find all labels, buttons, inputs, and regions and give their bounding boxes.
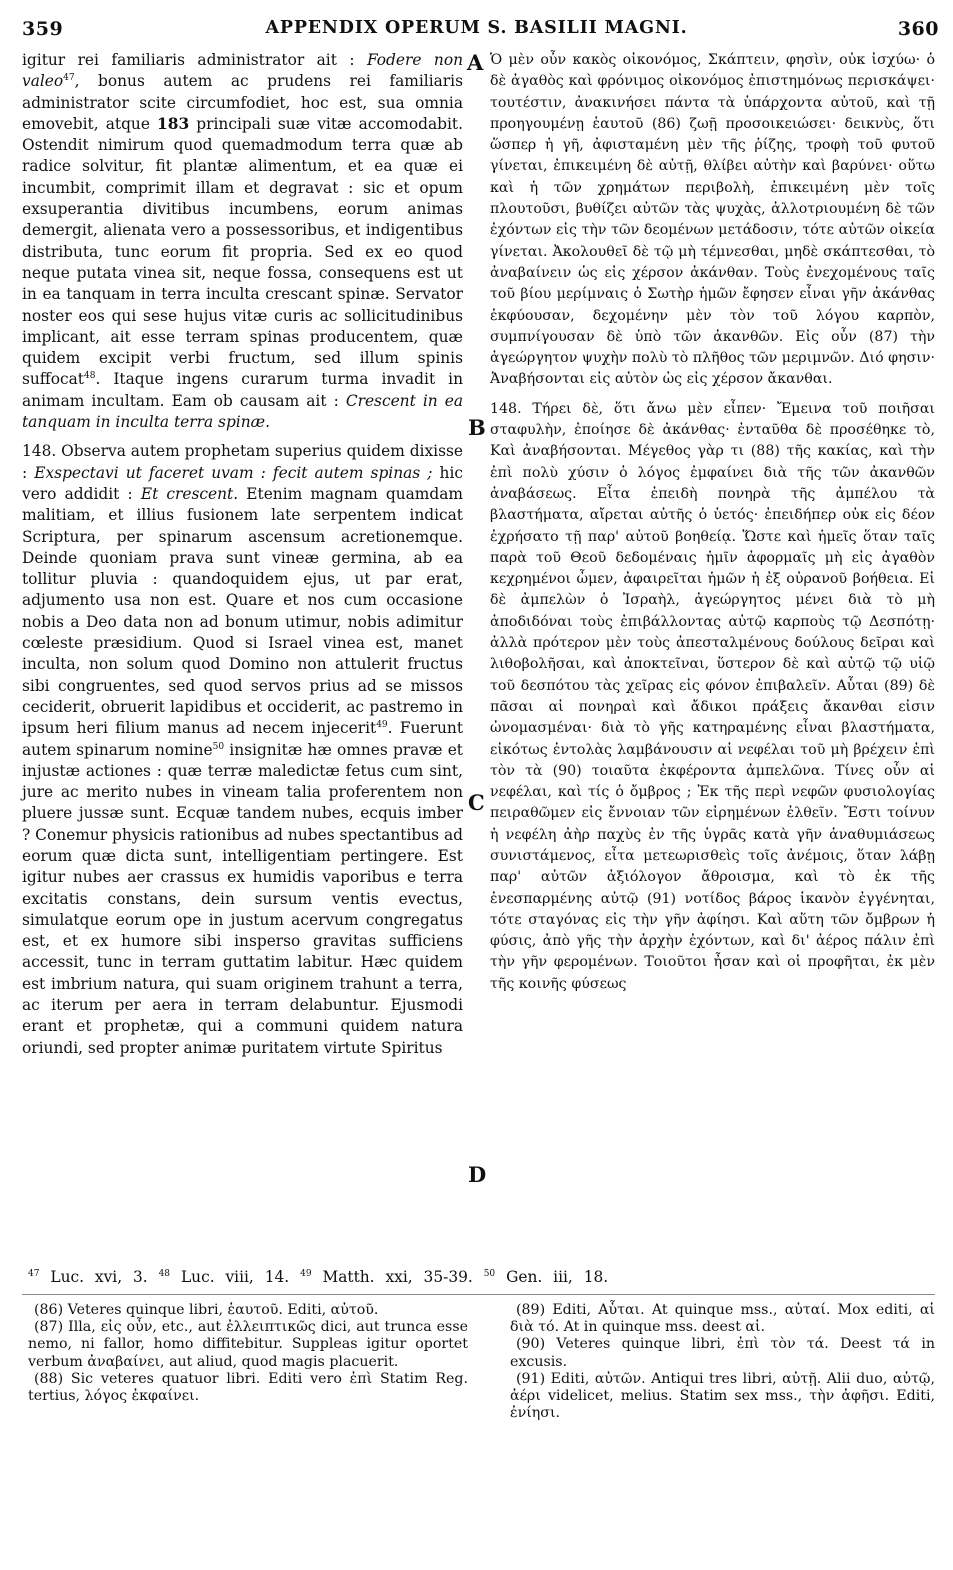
margin-letter-b: B bbox=[468, 415, 486, 440]
scripture-reference bbox=[28, 1268, 148, 1286]
scripture-reference bbox=[300, 1268, 473, 1286]
footnote-divider bbox=[22, 1294, 935, 1295]
note-number: (88) bbox=[34, 1370, 64, 1387]
latin-paragraph-148 bbox=[22, 441, 463, 1059]
greek-paragraph-1: Ὁ μὲν οὖν κακὸς οἰκονόμος, Σκάπτειν, φησὶν, οὐκ ἰσχύω· ὁ δὲ ἀγαθὸς καὶ φρόνιμος οἰκονόμος ἐπιστημόνως περισκάψει· τουτέστιν, ἀνακινήσει πάντα τὰ ὑπάρχοντα αὐτοῦ, καὶ τῇ προηγουμένῃ ἑαυτοῦ (86) ζωῇ προσοικειώσει· δεικνὺς, ὅτι ὥσπερ ἡ γῆ, ἀφισταμένη μὲν τῆς ῥίζης, τροφὴ τοῦ φυτοῦ γίνεται, ἐπικειμένη δὲ αὐτῇ, θλίβει αὐτὴν καὶ βαρύνει· οὕτω καὶ ἡ τῶν χρημάτων περιβολὴ, ἐπικειμένη μὲν τοῖς πλουτοῦσι, βυθίζει αὐτῶν τὰς ψυχὰς, ἀλλοτριουμένη δὲ τῶν ἐχόντων εἰς τὴν τῶν δεομένων μετάδοσιν, τότε αὐτῶν οἰκεία γίνεται. Ἀκολουθεῖ δὲ τῷ μὴ τέμνεσθαι, μηδὲ σκάπτεσθαι, τὸ ἀναβαίνειν ὡς εἰς χέρσον ἀκάνθαν. Τοὺς ἐνεχομένους ταῖς τοῦ βίου μερίμναις ὁ Σωτὴρ ἡμῶν ἔφησεν εἶναι γῆν ἀκάνθας ἐκφύουσαν, δεχομένην μὲν τὸν τοῦ λόγου καρπὸν, συμπνίγουσαν δὲ ὑπὸ τῶν ἀκανθῶν. Εἰς οὖν (87) τὴν ἀγεώργητον ψυχὴν πολὺ τὸ πλῆθος τῶν μεριμνῶν. Διό φησιν· Ἀναβήσονται εἰς αὐτὸν ὡς εἰς χέρσον ἄκανθαι. bbox=[490, 52, 935, 388]
reference-text: Luc. viii, 14. bbox=[180, 1268, 290, 1286]
reference-text: Gen. iii, 18. bbox=[506, 1268, 609, 1286]
margin-letter-d: D bbox=[468, 1162, 487, 1187]
critical-note bbox=[28, 1319, 468, 1371]
reference-number: 49 bbox=[300, 1268, 312, 1279]
latin-text: insignitæ hæ omnes pravæ et injustæ actiones : quæ terræ maledictæ fetus cum sint, jure ac merito nubes in vineam talia proferentem non pluere jussæ sunt. Ecquæ tandem nubes, ecquis imber ? Conemur physicis rationibus ad nubes spectantibus ad eorum quæ dicta sunt, intelligentiam pertingere. Est igitur nubes aer crassus ex humidis vaporibus e terra excitatis constans, dein sursum ventis evectus, simulatque eorum ope in justum acervum congregatus est, et ex humore sibi insperso gravitas sufficiens accessit, tunc in terram guttatim labitur. Hæc quidem est imbrium natura, qui suam originem trahunt a terra, ac iterum per aera in terram delabuntur. Ejusmodi erant et prophetæ, qui a communi quidem natura oriundi, sed propter animæ puritatem virtute Spiritus bbox=[22, 740, 463, 1057]
latin-quote: Fodere non valeo bbox=[22, 51, 463, 91]
latin-text: , bonus autem ac prudens rei familiaris administrator scite circumfodiet, hoc est, sua omnia emovebit, atque bbox=[22, 72, 463, 133]
reference-text: Matth. xxi, 35-39. bbox=[322, 1268, 473, 1286]
note-number: (86) bbox=[34, 1302, 64, 1318]
column-number: 183 bbox=[157, 114, 190, 133]
note-text: Illa, εἰς οὖν, etc., aut ἐλλειπτικῶς dici, aut trunca esse nemo, ni fallor, homo diffitebitur. Suppleas igitur oportet verbum ἀναβαίνει, aut aliud, quod magis placuerit. bbox=[28, 1319, 468, 1370]
critical-note bbox=[28, 1302, 468, 1319]
note-number: (87) bbox=[34, 1319, 64, 1336]
reference-text: Luc. xvi, 3. bbox=[50, 1268, 148, 1286]
critical-note bbox=[510, 1336, 935, 1370]
footnote-ref-48: 48 bbox=[84, 371, 96, 382]
footnote-ref-47: 47 bbox=[63, 73, 75, 84]
scripture-reference bbox=[484, 1268, 609, 1286]
note-text: Veteres quinque libri, ἐπὶ τὸν τά. Deest τά in excusis. bbox=[510, 1336, 935, 1370]
latin-text: Etenim magnam quamdam malitiam, et illius fusionem late serpentem indicat Scriptura, per spinarum ascensum acretionemque. Deinde quoniam prava sunt vineæ germina, ab ea tollitur pluvia : quandoquidem ejus, ut par erat, adjumento usa non est. Quare et nos cum occasione nobis a Deo data non ad bonum utimur, nobis adimitur cœleste præsidium. Quod si Israel vinea est, manet inculta, non solum quod Domino non attulerit fructus sibi congruentes, sed quod servos prius ad se missos ceciderit, obruerit lapidibus et occiderit, ac pastremo in ipsum heri filium manus ad necem injecerit bbox=[22, 484, 464, 738]
latin-quote: Crescent in ea tanquam in inculta terra spinæ. bbox=[22, 391, 463, 432]
margin-letter-c: C bbox=[468, 790, 485, 815]
reference-number: 47 bbox=[28, 1268, 40, 1279]
latin-text: . Itaque ingens curarum turma invadit in animam incultam. Eam ob causam ait : bbox=[22, 370, 463, 410]
scripture-references bbox=[28, 1268, 938, 1286]
page-number-left: 359 bbox=[22, 18, 64, 40]
critical-notes-right bbox=[510, 1302, 935, 1422]
note-number: (90) bbox=[516, 1336, 546, 1353]
latin-quote: Exspectavi ut faceret uvam : fecit autem spinas ; bbox=[34, 463, 433, 482]
latin-text: igitur rei familiaris administrator ait : bbox=[22, 51, 367, 69]
latin-text: . Fuerunt autem spinarum nomine bbox=[22, 719, 464, 759]
greek-column bbox=[490, 50, 935, 995]
latin-paragraph-1 bbox=[22, 50, 463, 433]
critical-note bbox=[510, 1302, 935, 1336]
running-title: APPENDIX OPERUM S. BASILII MAGNI. bbox=[265, 18, 688, 38]
note-number: (91) bbox=[516, 1370, 546, 1387]
note-text: Sic veteres quatuor libri. Editi vero ἐπὶ Statim Reg. tertius, λόγος ἐκφαίνει. bbox=[28, 1370, 468, 1405]
critical-note bbox=[28, 1371, 468, 1405]
latin-text: 148. Observa autem prophetam superius quidem dixisse : bbox=[22, 442, 463, 482]
page-number-right: 360 bbox=[897, 18, 939, 40]
latin-text: hic vero addidit : bbox=[22, 463, 463, 503]
latin-column bbox=[22, 50, 463, 1059]
scripture-reference bbox=[159, 1268, 290, 1286]
note-number: (89) bbox=[516, 1302, 546, 1318]
reference-number: 48 bbox=[158, 1268, 171, 1279]
note-text: Editi, αὐτῶν. Antiqui tres libri, αὐτῇ. Alii duo, αὐτῷ, ἀέρι videlicet, melius. Statim sex mss., τὴν ἀφῆσι. Editi, ἐνίησι. bbox=[510, 1370, 935, 1422]
latin-quote: Et crescent. bbox=[140, 484, 239, 503]
note-text: Veteres quinque libri, ἑαυτοῦ. Editi, αὐτοῦ. bbox=[63, 1302, 379, 1318]
margin-letter-a: A bbox=[467, 50, 484, 75]
latin-text: principali suæ vitæ accomodabit. Ostendit nimirum quod quemadmodum terra quæ ab radice solvitur, fit plantæ alimentum, et ea quæ ei incumbit, comprimit illam et degravat : sic et opum exsuperantia divitibus incumbens, eorum animas demergit, alienata vero a possessoribus, et indigentibus distributa, tunc eorum fit propria. Sed ex eo quod neque putata vinea sit, neque fossa, consequens est ut in ea tanquam in terra inculta crescant spinæ. Servator noster eos qui sese hujus vitæ curis ac sollicitudinibus implicant, ait esse terram spinas producentem, quæ quidem excipit verbi fructum, sed illum spinis suffocat bbox=[22, 114, 463, 389]
greek-paragraph-148: 148. Τήρει δὲ, ὅτι ἄνω μὲν εἶπεν· Ἔμεινα τοῦ ποιῆσαι σταφυλὴν, ἐποίησε δὲ ἀκάνθας· ἐνταῦθα δὲ προσέθηκε τὸ, Καὶ ἀναβήσονται. Μέγεθος γὰρ τι (88) τῆς κακίας, καὶ τὴν ἐπὶ πολὺ χύσιν ὁ λόγος ἐμφαίνει διὰ τῆς τῶν ἀκανθῶν ἀναβάσεως. Εἶτα ἐπειδὴ πονηρὰ τῆς ἀμπέλου τὰ βλαστήματα, αἴρεται αὐτῆς ὁ ὑετός· ἐπειδήπερ οὐκ εἰς δέον ἐχρήσατο τῇ παρ' αὐτοῦ βοηθείᾳ. Ὥστε καὶ ἡμεῖς ὅταν ταῖς παρὰ τοῦ Θεοῦ δεδομέναις ἡμῖν ἀφορμαῖς μὴ εἰς ἀγαθὸν κεχρημένοι ὦμεν, ἀφαιρεῖται ἡμῶν ἡ ἐξ οὐρανοῦ βοήθεια. Εἰ δὲ ἀμπελὼν ὁ Ἰσραὴλ, ἀγεώργητος μένει διὰ τὸ μὴ ἀποδιδόναι τοὺς ἐπιβάλλοντας αὐτῷ καρποὺς τῷ Δεσπότῃ· ἀλλὰ πρότερον μὲν τοὺς ἀπεσταλμένους δούλους δεῖραι καὶ λιθοβολῆσαι, καὶ ἀποκτεῖναι, ὕστερον δὲ καὶ αὐτῷ τῷ υἱῷ τοῦ δεσπότου τὰς χεῖρας εἰς φόνον ἐπιβαλεῖν. Αὗται (89) δὲ πᾶσαι αἱ πονηραὶ καὶ ἄδικοι πράξεις ἄκανθαι εἰσιν ὠνομασμέναι· διὰ τὸ γῆς κατηραμένης εἶναι βλαστήματα, εἰκότως ἐντολὰς λαμβάνουσιν αἱ νεφέλαι τοῦ μὴ βρέχειν ἐπὶ τὸν τὰ (90) τοιαῦτα ἐκφέροντα ἀμπελῶνα. Τίνες οὖν αἱ νεφέλαι, καὶ τίς ὁ ὄμβρος ; Ἐκ τῆς περὶ νεφῶν φυσιολογίας πειραθῶμεν εἰς ἔννοιαν τῶν εἰρημένων ἐλθεῖν. Ἔστι τοίνυν ἡ νεφέλη ἀὴρ παχὺς ἐν τῆς ὑγρᾶς κατὰ γῆν ἀναθυμιάσεως συνιστάμενος, εἶτα μετεωρισθεὶς τοῖς ἀνέμοις, ὅταν λάβῃ παρ' αὐτῶν ἀξιόλογον ἄθροισμα, καὶ τὸ ἐκ τῆς ἐνεσπαρμένης αὐτῷ (91) νοτίδος βάρος ἱκανὸν ἐγγένηται, τότε σταγόνας εἰς τὴν γῆν ἀφίησι. Καὶ αὕτη τῶν ὄμβρων ἡ φύσις, ἀπὸ γῆς τὴν ἀρχὴν ἐχόντων, καὶ δι' ἀέρος πάλιν ἐπὶ τὴν γῆν φερομένων. Τοιοῦτοι ἦσαν καὶ οἱ προφῆται, ἐκ μὲν τῆς κοινῆς φύσεως bbox=[490, 400, 935, 992]
footnote-ref-49: 49 bbox=[376, 720, 388, 731]
critical-note bbox=[510, 1371, 935, 1423]
critical-notes-left bbox=[28, 1302, 468, 1405]
footnote-ref-50: 50 bbox=[212, 741, 225, 752]
reference-number: 50 bbox=[483, 1268, 496, 1279]
note-text: Editi, Αὗται. At quinque mss., αὐταί. Mox editi, αἱ διὰ τό. At in quinque mss. deest αἱ. bbox=[510, 1302, 935, 1336]
